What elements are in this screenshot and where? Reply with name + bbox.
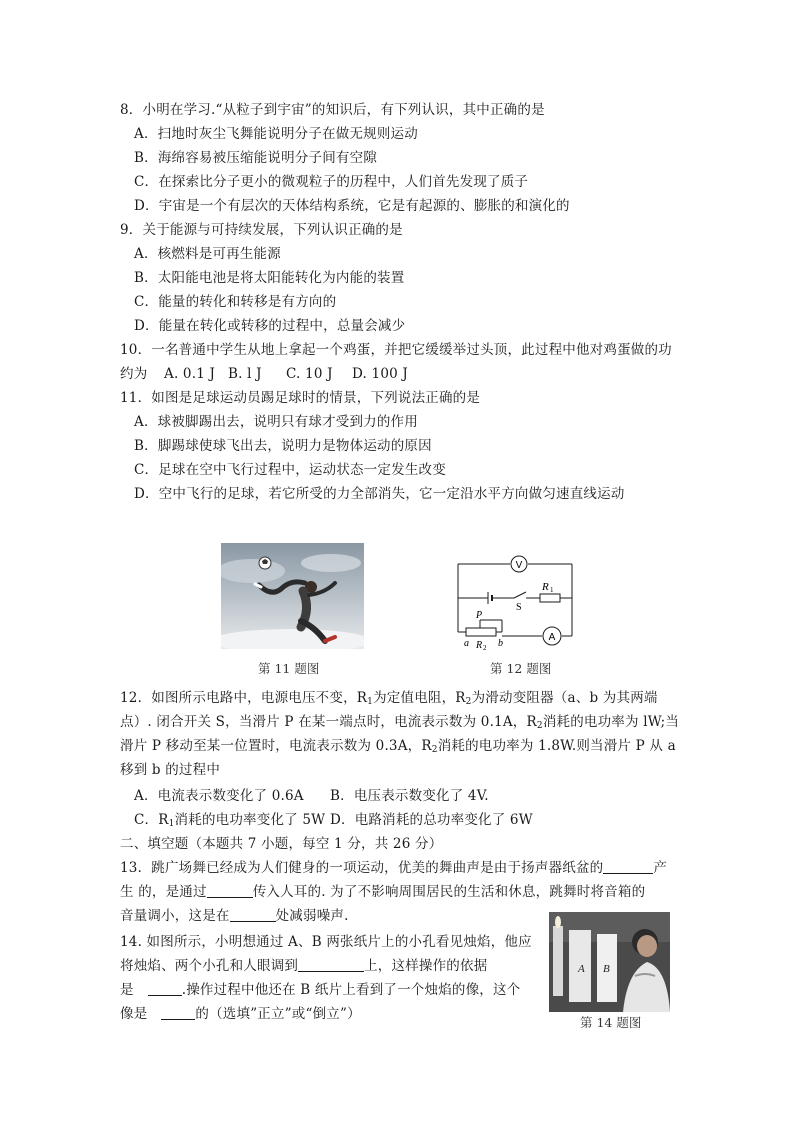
q9-option-c: C．能量的转化和转移是有方向的 [134, 294, 337, 310]
r2-label: R [476, 640, 483, 651]
ammeter-label: A [548, 632, 556, 643]
circuit-diagram [454, 552, 576, 654]
q12-option-d: D．电路消耗的总功率变化了 6W [330, 812, 533, 828]
q12-line-1-b: 为定值电阻，R [373, 690, 466, 706]
q12-option-a: A．电流表示数变化了 0.6A [134, 788, 304, 804]
q12-option-c-a: C．R [134, 812, 169, 828]
q14-line-2-b: 上，这样操作的依据 [364, 958, 488, 974]
card-b-label: B [603, 963, 610, 975]
q12-r2-sub: 2 [431, 745, 438, 755]
q10-option-d: D. 100 J [352, 366, 408, 382]
voltmeter-label: V [515, 560, 523, 571]
q10-option-b: B. l J [228, 366, 262, 382]
q12-option-b: B．电压表示数变化了 4V. [330, 788, 489, 804]
section-2-heading: 二、填空题（本题共 7 小题，每空 1 分，共 26 分） [120, 836, 443, 852]
q9-stem: 9．关于能源与可持续发展，下列认识正确的是 [120, 222, 403, 238]
q9-option-a: A．核燃料是可再生能源 [134, 246, 281, 262]
q13-line-2-b: 传入人耳的. 为了不影响周围居民的生活和休息，跳舞时将音箱的 [252, 884, 646, 900]
q14-line-2 [120, 956, 487, 976]
q12-line-2 [120, 712, 679, 736]
q12-line-1-c: 为滑动变阻器（a、b 为其两端 [471, 690, 658, 706]
q12-line-2-a: 点）. 闭合开关 S，当滑片 P 在某一端点时，电流表示数为 0.1A，R [120, 714, 537, 730]
q12-line-3-a: 滑片 P 移动至某一位置时，电流表示数为 0.3A，R [120, 738, 432, 754]
q14-line-1: 14. 如图所示，小明想通过 A、B 两张纸片上的小孔看见烛焰，他应 [120, 934, 532, 950]
q8-option-c: C．在探索比分子更小的微观粒子的历程中，人们首先发现了质子 [134, 174, 529, 190]
candle-pinhole-photo [549, 912, 670, 1012]
figure-11-caption: 第 11 题图 [258, 661, 320, 676]
q12-line-1 [120, 688, 658, 712]
q8-stem: 8．小明在学习.“从粒子到宇宙”的知识后，有下列认识，其中正确的是 [120, 102, 545, 118]
soccer-player-photo [221, 543, 364, 649]
q13-line-3-a: 音量调小，这是在 [120, 908, 230, 924]
q12-line-3 [120, 736, 676, 760]
candle-pinhole-illustration [549, 912, 670, 1012]
soccer-player-illustration [221, 543, 364, 649]
q8-option-d: D．宇宙是一个有层次的天体结构系统，它是有起源的、膨胀的和演化的 [134, 198, 570, 214]
answer-blank[interactable] [148, 981, 182, 996]
q11-option-c: C．足球在空中飞行过程中，运动状态一定发生改变 [134, 462, 446, 478]
q12-option-c-b: 消耗的电功率变化了 5W [174, 812, 326, 828]
q14-line-4-a: 像是 [120, 1006, 148, 1022]
q10-option-c: C. 10 J [286, 366, 333, 382]
q12-line-3-b: 消耗的电功率为 1.8W.则当滑片 P 从 a [437, 738, 676, 754]
answer-blank[interactable] [161, 1005, 195, 1020]
r1-label: R [542, 581, 549, 593]
q14-line-2-a: 将烛焰、两个小孔和人眼调到 [120, 958, 299, 974]
q10-stem: 10．一名普通中学生从地上拿起一个鸡蛋，并把它缓缓举过头顶，此过程中他对鸡蛋做的功 [120, 342, 672, 358]
q8-option-a: A．扫地时灰尘飞舞能说明分子在做无规则运动 [134, 126, 418, 142]
q12-line-4: 移到 b 的过程中 [120, 762, 221, 778]
q12-line-2-b: 消耗的电功率为 lW;当 [542, 714, 680, 730]
answer-blank[interactable] [207, 883, 253, 898]
q11-option-b: B．脚踢球使球飞出去，说明力是物体运动的原因 [134, 438, 432, 454]
q12-r1-sub: 1 [168, 819, 175, 829]
q13-line-3 [120, 906, 349, 926]
q12-r1-sub: 1 [367, 697, 374, 707]
figure-14-caption: 第 14 题图 [580, 1015, 642, 1030]
q9-option-b: B．太阳能电池是将太阳能转化为内能的装置 [134, 270, 405, 286]
q10-stem-cont: 约为 [120, 366, 148, 382]
q13-line-2-a: 生 的，是通过 [120, 884, 207, 900]
q13-line-1-b: 产 [653, 860, 668, 876]
q14-line-4 [120, 1004, 361, 1024]
q14-line-3-b: .操作过程中他还在 B 纸片上看到了一个烛焰的像，这个 [181, 982, 521, 998]
q11-option-a: A．球被脚踢出去，说明只有球才受到力的作用 [134, 414, 418, 430]
figure-12-caption: 第 12 题图 [490, 661, 552, 676]
q9-option-d: D．能量在转化或转移的过程中，总量会减少 [134, 318, 406, 334]
q13-line-1-a: 13．跳广场舞已经成为人们健身的一项运动，优美的舞曲声是由于扬声器纸盆的 [120, 860, 604, 876]
q14-line-3-a: 是 [120, 982, 134, 998]
card-a-label: A [578, 963, 585, 975]
r1-subscript: 1 [550, 586, 554, 594]
q14-line-4-b: 的（选填”正立”或“倒立”） [195, 1006, 361, 1022]
end-b-label: b [498, 638, 503, 649]
answer-blank[interactable] [298, 957, 364, 972]
q11-option-d: D．空中飞行的足球，若它所受的力全部消失，它一定沿水平方向做匀速直线运动 [134, 486, 625, 502]
q12-line-1-a: 12．如图所示电路中，电源电压不变，R [120, 690, 368, 706]
slider-label: P [476, 610, 483, 621]
answer-blank[interactable] [603, 859, 653, 874]
q10-option-a: A. 0.1 J [164, 366, 216, 382]
q12-r2-sub: 2 [536, 721, 543, 731]
q14-line-3 [120, 980, 520, 1000]
end-a-label: a [464, 638, 469, 649]
q12-option-c [134, 810, 325, 834]
q12-r2-sub: 2 [465, 697, 472, 707]
q13-line-1 [120, 858, 667, 878]
answer-blank[interactable] [230, 907, 276, 922]
switch-label: S [516, 602, 522, 613]
q8-option-b: B．海绵容易被压缩能说明分子间有空隙 [134, 150, 378, 166]
q13-line-3-b: 处减弱噪声. [275, 908, 349, 924]
r2-subscript: 2 [483, 644, 487, 652]
q11-stem: 11．如图是足球运动员踢足球时的情景，下列说法正确的是 [120, 390, 481, 406]
q13-line-2 [120, 882, 645, 902]
